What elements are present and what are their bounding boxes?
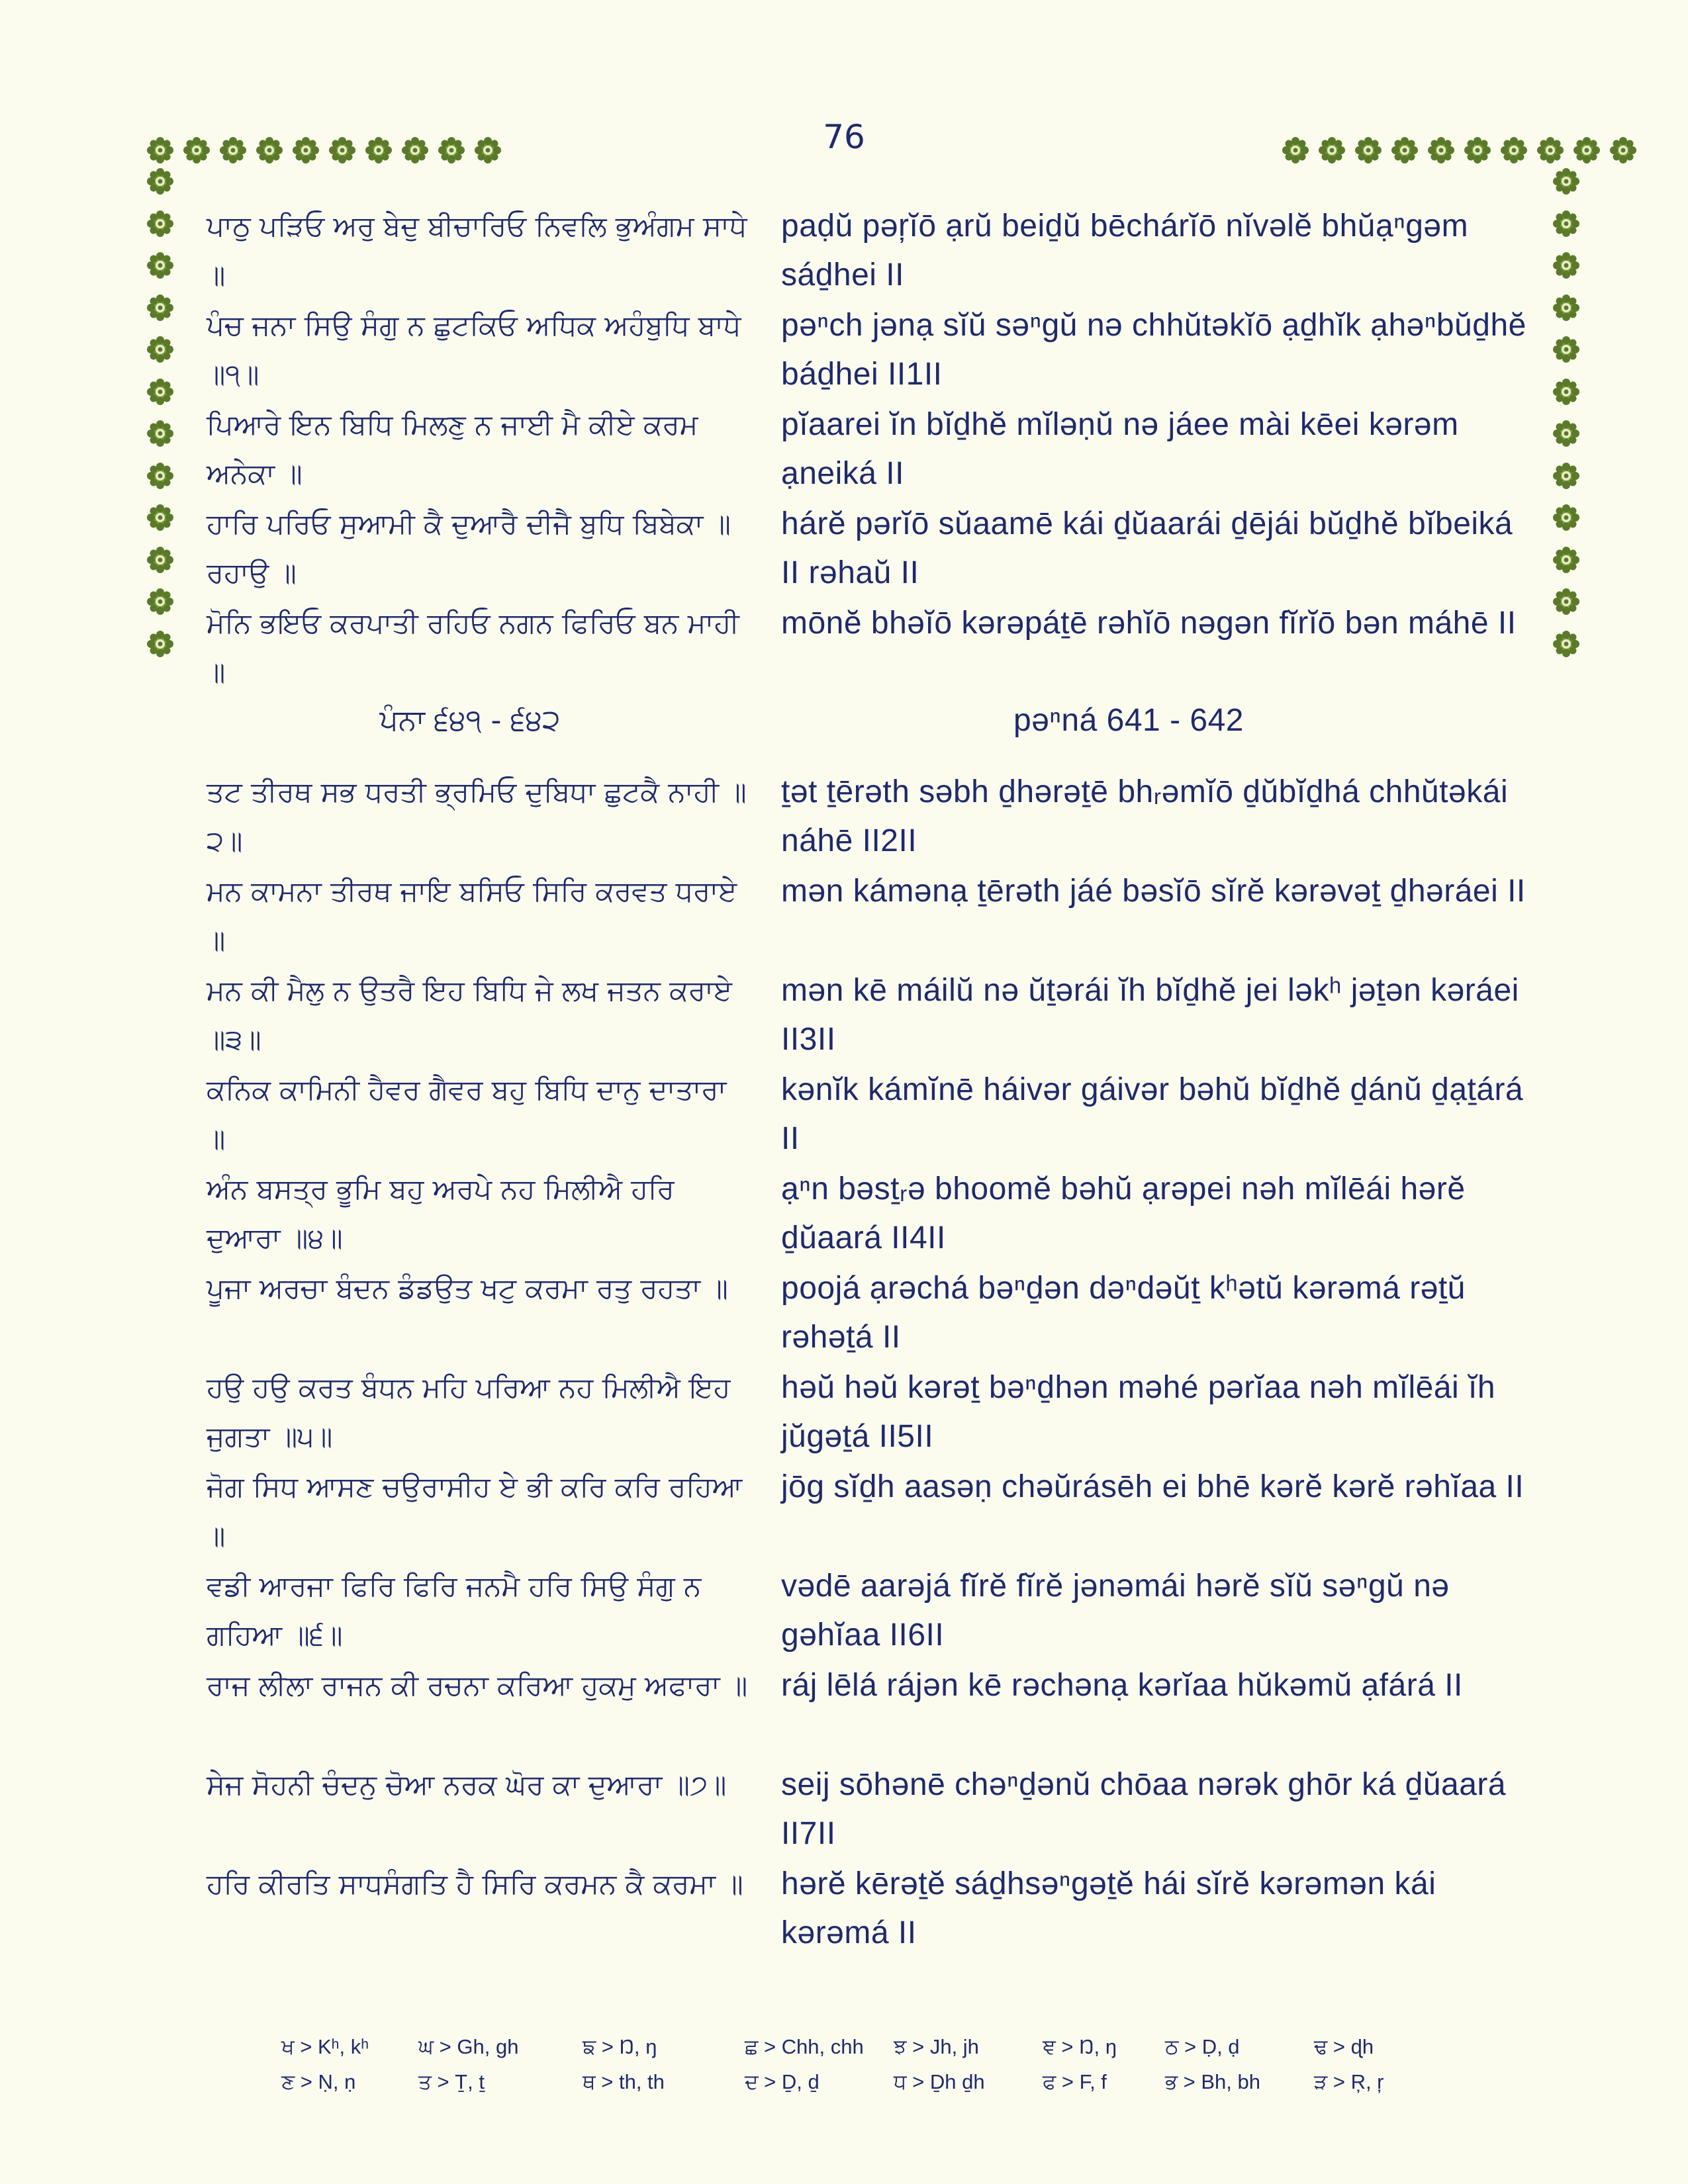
verse-gurmukhi: ਪੰਚ ਜਨਾ ਸਿਉ ਸੰਗੁ ਨ ਛੁਟਕਿਓ ਅਧਿਕ ਅਹੰਬੁਧਿ ਬਾਧੇ ॥੧॥ bbox=[207, 309, 741, 390]
flower-icon bbox=[1552, 377, 1581, 406]
flower-icon bbox=[146, 545, 175, 574]
flower-icon bbox=[1552, 545, 1581, 574]
flower-icon bbox=[1609, 136, 1638, 165]
flower-icon bbox=[255, 136, 284, 165]
flower-icon bbox=[146, 419, 175, 448]
flower-icon bbox=[146, 629, 175, 659]
verse-translit: mən kē máilŭ nə ŭṯərái ĭh bĭḏhĕ jei ləkʰ jəṯən kəráei II3II bbox=[781, 973, 1519, 1057]
flower-icon bbox=[1552, 251, 1581, 280]
ornament-column-left bbox=[146, 167, 175, 671]
flower-icon bbox=[1552, 419, 1581, 448]
key-entry: ੜ > Ŗ, ŗ bbox=[1314, 2070, 1384, 2093]
verse-gurmukhi: ਅੰਨ ਬਸਤ੍ਰ ਭੂਮਿ ਬਹੁ ਅਰਪੇ ਨਹ ਮਿਲੀਐ ਹਰਿ ਦੁਆਰਾ ॥੪॥ bbox=[207, 1173, 675, 1254]
flower-icon bbox=[146, 136, 175, 165]
verse-translit: paḍŭ pəŗĭō ạrŭ beiḏŭ bēchárĭō nĭvəlĕ bhŭạⁿgəm sáḏhei II bbox=[781, 208, 1469, 293]
verse-translit: ạⁿn bəsṯᵣə bhoomĕ bəhŭ ạrəpei nəh mĭlēái hərĕ ḏŭaará II4II bbox=[781, 1171, 1466, 1255]
verse-translit: hərĕ kērəṯĕ sáḏhsəⁿgəṯĕ hái sĭrĕ kərəmən kái kərəmá II bbox=[781, 1866, 1436, 1950]
key-entry: ਭ > Bh, bh bbox=[1165, 2070, 1260, 2093]
flower-icon bbox=[1427, 136, 1456, 165]
flower-icon bbox=[1552, 461, 1581, 490]
key-entry: ਖ > Kʰ, kʰ bbox=[281, 2035, 369, 2058]
verse-translit: ṯət ṯērəth səbh ḏhərəṯē bhᵣəmĭō ḏŭbĭḏhá chhŭtəkái náhē II2II bbox=[781, 774, 1509, 858]
flower-icon bbox=[437, 136, 466, 165]
verse-gurmukhi: ਹਉ ਹਉ ਕਰਤ ਬੰਧਨ ਮਹਿ ਪਰਿਆ ਨਹ ਮਿਲੀਐ ਇਹ ਜੁਗਤਾ ॥੫॥ bbox=[207, 1371, 731, 1453]
verse-gurmukhi: ਮਨ ਕੀ ਮੈਲੁ ਨ ਉਤਰੈ ਇਹ ਬਿਧਿ ਜੇ ਲਖ ਜਤਨ ਕਰਾਏ ॥੩॥ bbox=[207, 974, 732, 1056]
flower-icon bbox=[1499, 136, 1528, 165]
verse-translit: pĭaarei ĭn bĭḏhĕ mĭləṇŭ nə jáee mài kēei kərəm ạneiká II bbox=[781, 407, 1459, 491]
key-entry: ਤ > Ṯ, ṯ bbox=[418, 2070, 485, 2093]
verse-gurmukhi: ਤਟ ਤੀਰਥ ਸਭ ਧਰਤੀ ਭ੍ਰਮਿਓ ਦੁਬਿਧਾ ਛੁਟਕੈ ਨਾਹੀ ॥੨॥ bbox=[207, 776, 747, 857]
flower-icon bbox=[1552, 293, 1581, 322]
verse-translit: hárĕ pərĭō sŭaamē kái ḏŭaarái ḏējái bŭḏhĕ bĭbeiká II rəhaŭ II bbox=[781, 506, 1513, 590]
flower-icon bbox=[1390, 136, 1419, 165]
key-entry: ਢ > ɖh bbox=[1314, 2035, 1374, 2058]
verse-translit: həŭ həŭ kərəṯ bəⁿḏhən məhé pərĭaa nəh mĭlēái ĭh jŭgəṯá II5II bbox=[781, 1370, 1496, 1454]
verse-gurmukhi: ਮੋਨਿ ਭਇਓ ਕਰਪਾਤੀ ਰਹਿਓ ਨਗਨ ਫਿਰਿਓ ਬਨ ਮਾਹੀ ॥ bbox=[207, 607, 739, 688]
flower-icon bbox=[146, 377, 175, 406]
flower-icon bbox=[1552, 209, 1581, 238]
flower-icon bbox=[146, 587, 175, 616]
flower-icon bbox=[146, 335, 175, 364]
page-range-gurmukhi: ਪੰਨਾ ੬੪੧ - ੬੪੨ bbox=[379, 704, 561, 737]
verse-gurmukhi: ਸੇਜ ਸੋਹਨੀ ਚੰਦਨੁ ਚੋਆ ਨਰਕ ਘੋਰ ਕਾ ਦੁਆਰਾ ॥੭॥ bbox=[207, 1768, 727, 1801]
verse-translit: mən kámənạ ṯērəth jáé bəsĭō sĭrĕ kərəvəṯ ḏhəráei II bbox=[781, 874, 1526, 909]
key-entry: ਝ > Jh, jh bbox=[894, 2035, 979, 2058]
verse-gurmukhi: ਰਾਜ ਲੀਲਾ ਰਾਜਨ ਕੀ ਰਚਨਾ ਕਰਿਆ ਹੁਕਮੁ ਅਫਾਰਾ ॥ bbox=[207, 1669, 748, 1702]
verse-translit: seij sōhənē chəⁿḏənŭ chōaa nərək ghōr ká ḏŭaará II7II bbox=[781, 1767, 1507, 1851]
verse-gurmukhi: ਮਨ ਕਾਮਨਾ ਤੀਰਥ ਜਾਇ ਬਸਿਓ ਸਿਰਿ ਕਰਵਤ ਧਰਾਏ ॥ bbox=[207, 875, 737, 956]
verse-translit: poojá ạrəchá bəⁿḏən dəⁿdəŭṯ kʰətŭ kərəmá rəṯŭ rəhəṯá II bbox=[781, 1271, 1466, 1355]
key-entry: ਠ > Ḍ, ḍ bbox=[1165, 2035, 1240, 2058]
flower-icon bbox=[1552, 167, 1581, 196]
verse-gurmukhi: ਪੂਜਾ ਅਰਚਾ ਬੰਦਨ ਡੰਡਉਤ ਖਟੁ ਕਰਮਾ ਰਤੁ ਰਹਤਾ ॥ bbox=[207, 1272, 728, 1304]
flower-icon bbox=[146, 167, 175, 196]
verse-translit: jōg sĭḏh aasəṇ chəŭrásēh ei bhē kərĕ kərĕ rəhĭaa II bbox=[781, 1469, 1524, 1504]
flower-icon bbox=[328, 136, 357, 165]
flower-icon bbox=[146, 461, 175, 490]
ornament-row-right bbox=[1281, 136, 1645, 165]
flower-icon bbox=[1354, 136, 1383, 165]
flower-icon bbox=[400, 136, 430, 165]
verse-gurmukhi: ਕਨਿਕ ਕਾਮਿਨੀ ਹੈਵਰ ਗੈਵਰ ਬਹੁ ਬਿਧਿ ਦਾਨੁ ਦਾਤਾਰਾ ॥ bbox=[207, 1073, 727, 1155]
flower-icon bbox=[1536, 136, 1565, 165]
flower-icon bbox=[1463, 136, 1492, 165]
verse-gurmukhi: ਪਿਆਰੇ ਇਨ ਬਿਧਿ ਮਿਲਣੁ ਨ ਜਾਈ ਮੈ ਕੀਏ ਕਰਮ ਅਨੇਕਾ ॥ bbox=[207, 408, 698, 490]
key-entry: ਥ > th, th bbox=[583, 2070, 665, 2093]
flower-icon bbox=[1281, 136, 1310, 165]
flower-icon bbox=[146, 251, 175, 280]
flower-icon bbox=[364, 136, 393, 165]
verse-gurmukhi: ਹਰਿ ਕੀਰਤਿ ਸਾਧਸੰਗਤਿ ਹੈ ਸਿਰਿ ਕਰਮਨ ਕੈ ਕਰਮਾ ॥ bbox=[207, 1868, 743, 1900]
key-entry: ਛ > Chh, chh bbox=[745, 2035, 864, 2058]
key-entry: ਞ > Ŋ, ŋ bbox=[1043, 2035, 1117, 2058]
verse-gurmukhi: ਪਾਠੁ ਪੜਿਓ ਅਰੁ ਬੇਦੁ ਬੀਚਾਰਿਓ ਨਿਵਲਿ ਭੁਅੰਗਮ ਸਾਧੇ ॥ bbox=[207, 210, 747, 291]
page-range-translit: pəⁿná 641 - 642 bbox=[1013, 703, 1244, 738]
key-entry: ਫ > F, f bbox=[1043, 2070, 1107, 2093]
flower-icon bbox=[1572, 136, 1601, 165]
flower-icon bbox=[146, 503, 175, 532]
verse-translit: mōnĕ bhəĭō kərəpáṯē rəhĭō nəgən fĭrĭō bən máhē II bbox=[781, 606, 1517, 641]
flower-icon bbox=[218, 136, 248, 165]
page-number: 76 bbox=[823, 118, 865, 156]
ornament-column-right bbox=[1552, 167, 1581, 671]
flower-icon bbox=[291, 136, 320, 165]
key-entry: ਘ > Gh, gh bbox=[418, 2035, 519, 2058]
key-entry: ਙ > Ŋ, ŋ bbox=[583, 2035, 657, 2058]
verse-translit: kənĭk kámĭnē háivər gáivər bəhŭ bĭḏhĕ ḏánŭ ḏạṯárá II bbox=[781, 1072, 1524, 1156]
flower-icon bbox=[1552, 503, 1581, 532]
verse-gurmukhi: ਜੋਗ ਸਿਧ ਆਸਣ ਚਉਰਾਸੀਹ ਏ ਭੀ ਕਰਿ ਕਰਿ ਰਹਿਆ ॥ bbox=[207, 1471, 743, 1552]
flower-icon bbox=[146, 209, 175, 238]
flower-icon bbox=[1552, 587, 1581, 616]
flower-icon bbox=[473, 136, 502, 165]
ornament-row-left bbox=[146, 136, 510, 165]
verse-gurmukhi: ਵਡੀ ਆਰਜਾ ਫਿਰਿ ਫਿਰਿ ਜਨਮੈ ਹਰਿ ਸਿਉ ਸੰਗੁ ਨ ਗਹਿਆ ॥੬॥ bbox=[207, 1570, 702, 1651]
key-entry: ਦ > Ḏ, ḏ bbox=[745, 2070, 820, 2093]
flower-icon bbox=[1552, 629, 1581, 659]
verse-gurmukhi: ਹਾਰਿ ਪਰਿਓ ਸੁਆਮੀ ਕੈ ਦੁਆਰੈ ਦੀਜੈ ਬੁਧਿ ਬਿਬੇਕਾ ॥ ਰਹਾਉ ॥ bbox=[207, 508, 731, 589]
verse-translit: pəⁿch jənạ sĭŭ səⁿgŭ nə chhŭtəkĭō ạḏhĭk ạhəⁿbŭḏhĕ báḏhei II1II bbox=[781, 308, 1526, 392]
flower-icon bbox=[1552, 335, 1581, 364]
flower-icon bbox=[146, 293, 175, 322]
flower-icon bbox=[1317, 136, 1346, 165]
flower-icon bbox=[182, 136, 211, 165]
verse-translit: ráj lēlá rájən kē rəchənạ kərĭaa hŭkəmŭ ạfárá II bbox=[781, 1668, 1463, 1703]
verse-translit: vədē aarəjá fĭrĕ fĭrĕ jənəmái hərĕ sĭŭ səⁿgŭ nə gəhĭaa II6II bbox=[781, 1569, 1450, 1653]
key-entry: ਣ > Ṇ, ṇ bbox=[281, 2070, 356, 2093]
key-entry: ਧ > Ḏh ḏh bbox=[894, 2070, 985, 2093]
